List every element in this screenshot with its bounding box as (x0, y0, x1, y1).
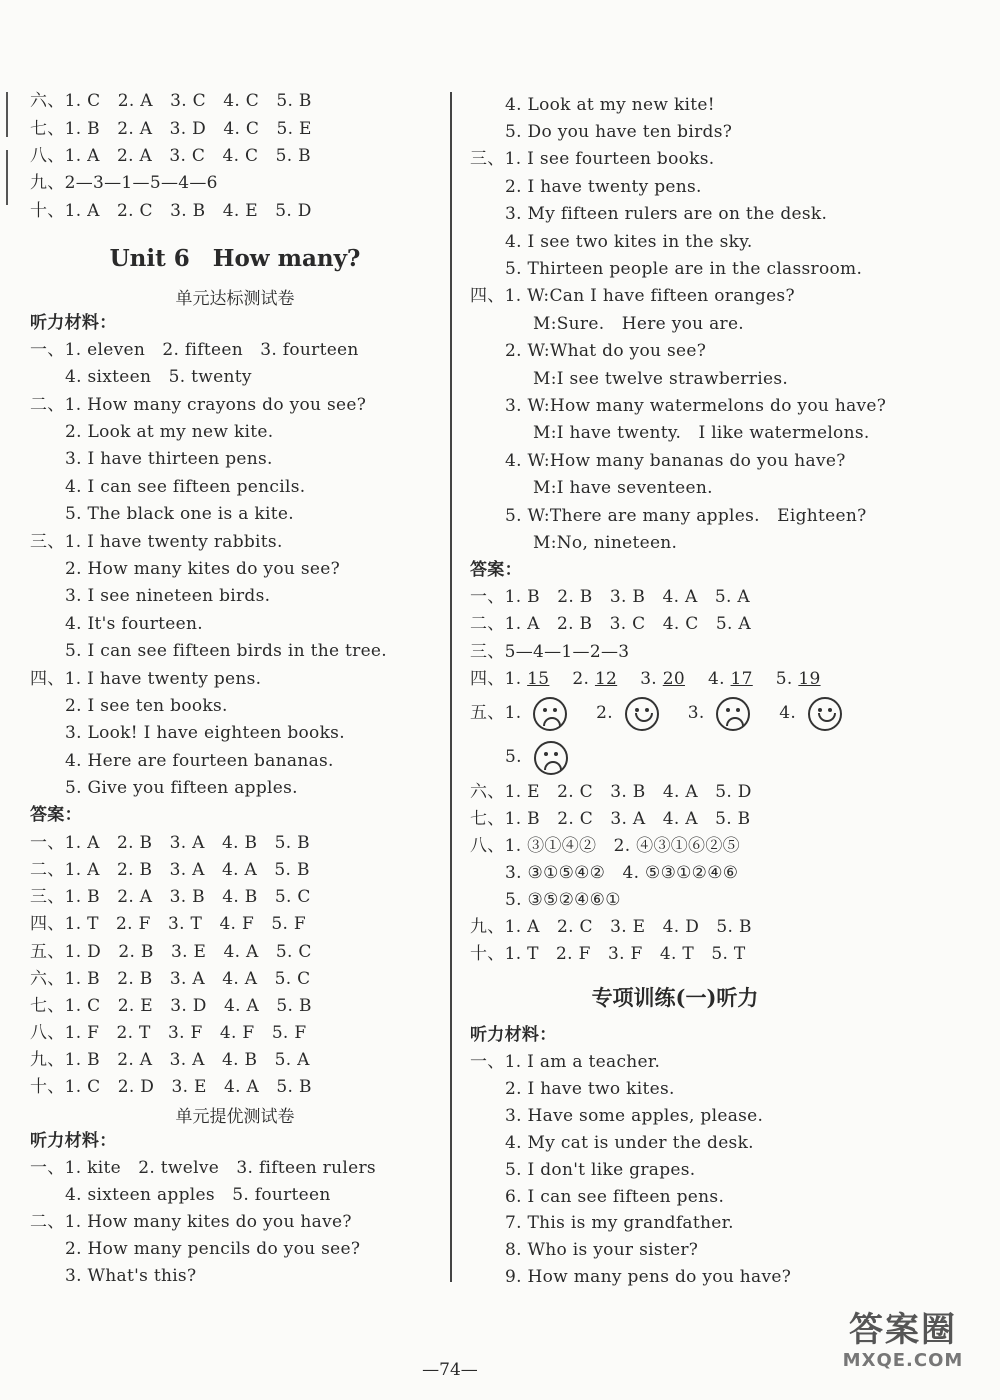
item-number: 2. (596, 703, 613, 723)
written-number: 15 (527, 669, 550, 689)
item-number: 3. (687, 703, 705, 723)
sad-face-icon (533, 697, 567, 731)
dialogue-line: 四、1. W:Can I have fifteen oranges? (470, 286, 795, 306)
listening-line: 4. I can see fifteen pencils. (65, 477, 306, 497)
listening-label: 听力材料： (470, 1025, 557, 1045)
dialogue-line: M:I see twelve strawberries. (533, 369, 789, 389)
face-answer-line (470, 740, 574, 775)
answer-line: 七、1. B 2. A 3. D 4. C 5. E (30, 119, 312, 139)
sad-face-icon (534, 741, 568, 775)
item-number: 4. (779, 703, 797, 723)
answer-line: 5. ③⑤②④⑥① (505, 890, 621, 910)
dialogue-line: M:I have twenty. I like watermelons. (533, 423, 870, 443)
answer-line: 六、1. C 2. A 3. C 4. C 5. B (30, 91, 312, 111)
listening-line: 2. I have twenty pens. (505, 177, 702, 197)
answers-label: 答案： (30, 805, 82, 825)
listening-label: 听力材料： (30, 1131, 117, 1151)
answer-line: 二、1. A 2. B 3. A 4. A 5. B (30, 860, 310, 880)
listening-line: 5. The black one is a kite. (65, 504, 294, 524)
listening-line: 2. How many pencils do you see? (65, 1239, 361, 1259)
section-prefix: 五、1. (470, 703, 522, 723)
listening-line: 5. I can see fifteen birds in the tree. (65, 641, 387, 661)
listening-line: 4. Here are fourteen bananas. (65, 751, 334, 771)
dialogue-line: 2. W:What do you see? (505, 341, 707, 361)
answer-line: 一、1. A 2. B 3. A 4. B 5. B (30, 833, 310, 853)
page-number: —74— (422, 1360, 478, 1380)
listening-line: 4. My cat is under the desk. (505, 1133, 754, 1153)
listening-line: 二、1. How many kites do you have? (30, 1212, 352, 1232)
answer-line: 六、1. B 2. B 3. A 4. A 5. C (30, 969, 311, 989)
answer-line: 四、1. T 2. F 3. T 4. F 5. F (30, 914, 306, 934)
item-number: 2. (572, 669, 590, 689)
dialogue-line: M:Sure. Here you are. (533, 314, 745, 334)
answer-line: 八、1. F 2. T 3. F 4. F 5. F (30, 1023, 307, 1043)
written-number: 19 (798, 669, 821, 689)
section-title: 单元提优测试卷 (175, 1107, 295, 1127)
answer-line: 一、1. B 2. B 3. B 4. A 5. A (470, 587, 750, 607)
listening-line: 3. Look! I have eighteen books. (65, 723, 345, 743)
watermark-logo (828, 1310, 978, 1382)
face-answer-line (470, 696, 848, 731)
answer-line: 九、1. A 2. C 3. E 4. D 5. B (470, 917, 752, 937)
answer-line: 九、1. B 2. A 3. A 4. B 5. A (30, 1050, 310, 1070)
column-divider (450, 92, 452, 1282)
listening-line: 6. I can see fifteen pens. (505, 1187, 725, 1207)
answer-line: 九、2—3—1—5—4—6 (30, 173, 218, 193)
answer-line: 二、1. A 2. B 3. C 4. C 5. A (470, 614, 751, 634)
section-prefix: 四、1. (470, 669, 522, 689)
listening-line: 2. I have two kites. (505, 1079, 675, 1099)
watermark-url: MXQE.COM (842, 1350, 964, 1371)
listening-line: 3. I have thirteen pens. (65, 449, 273, 469)
answer-line: 五、1. D 2. B 3. E 4. A 5. C (30, 942, 312, 962)
listening-line: 4. I see two kites in the sky. (505, 232, 753, 252)
answer-line: 八、1. ③①④② 2. ④③①⑥②⑤ (470, 836, 740, 856)
listening-line: 9. How many pens do you have? (505, 1267, 792, 1287)
listening-label: 听力材料： (30, 313, 117, 333)
listening-line: 一、1. eleven 2. fifteen 3. fourteen (30, 340, 359, 360)
listening-line: 一、1. kite 2. twelve 3. fifteen rulers (30, 1158, 376, 1178)
dialogue-line: M:I have seventeen. (533, 478, 713, 498)
listening-line: 3. I see nineteen birds. (65, 586, 271, 606)
item-number: 3. (640, 669, 658, 689)
happy-face-icon (808, 697, 842, 731)
listening-line: 5. Do you have ten birds? (505, 122, 733, 142)
number-answer-line (470, 668, 821, 690)
answers-label: 答案： (470, 560, 522, 580)
listening-line: 三、1. I have twenty rabbits. (30, 532, 283, 552)
happy-face-icon (625, 697, 659, 731)
written-number: 17 (730, 669, 753, 689)
listening-line: 4. sixteen 5. twenty (65, 367, 252, 387)
special-title: 专项训练(一)听力 (591, 985, 759, 1010)
unit-title: Unit 6 How many? (109, 245, 361, 272)
answer-line: 三、1. B 2. A 3. B 4. B 5. C (30, 887, 311, 907)
listening-line: 二、1. How many crayons do you see? (30, 395, 367, 415)
sad-face-icon (716, 697, 750, 731)
listening-line: 4. sixteen apples 5. fourteen (65, 1185, 331, 1205)
listening-line: 3. What's this? (65, 1266, 197, 1286)
item-number: 4. (707, 669, 725, 689)
listening-line: 三、1. I see fourteen books. (470, 149, 715, 169)
answer-line: 3. ③①⑤④② 4. ⑤③①②④⑥ (505, 863, 739, 883)
margin-mark (6, 92, 8, 137)
item-number: 5. (775, 669, 793, 689)
listening-line: 7. This is my grandfather. (505, 1213, 734, 1233)
listening-line: 5. Give you fifteen apples. (65, 778, 298, 798)
listening-line: 2. How many kites do you see? (65, 559, 340, 579)
listening-line: 2. I see ten books. (65, 696, 228, 716)
listening-line: 3. Have some apples, please. (505, 1106, 764, 1126)
item-number: 5. (505, 747, 522, 767)
listening-line: 5. Thirteen people are in the classroom. (505, 259, 863, 279)
answer-line: 十、1. C 2. D 3. E 4. A 5. B (30, 1077, 312, 1097)
section-title: 单元达标测试卷 (175, 289, 295, 309)
listening-line: 8. Who is your sister? (505, 1240, 699, 1260)
dialogue-line: M:No, nineteen. (533, 533, 678, 553)
answer-line: 七、1. C 2. E 3. D 4. A 5. B (30, 996, 312, 1016)
dialogue-line: 3. W:How many watermelons do you have? (505, 396, 887, 416)
listening-line: 四、1. I have twenty pens. (30, 669, 262, 689)
listening-line: 4. It's fourteen. (65, 614, 203, 634)
answer-line: 三、5—4—1—2—3 (470, 642, 630, 662)
answer-line: 十、1. T 2. F 3. F 4. T 5. T (470, 944, 746, 964)
answer-line: 六、1. E 2. C 3. B 4. A 5. D (470, 782, 752, 802)
dialogue-line: 4. W:How many bananas do you have? (505, 451, 846, 471)
written-number: 20 (662, 669, 685, 689)
listening-line: 一、1. I am a teacher. (470, 1052, 661, 1072)
listening-line: 2. Look at my new kite. (65, 422, 274, 442)
listening-line: 4. Look at my new kite! (505, 95, 715, 115)
watermark-text: 答案圈 (849, 1310, 957, 1350)
listening-line: 5. I don't like grapes. (505, 1160, 696, 1180)
answer-line: 七、1. B 2. C 3. A 4. A 5. B (470, 809, 751, 829)
written-number: 12 (594, 669, 618, 689)
margin-mark (6, 150, 8, 205)
answer-line: 十、1. A 2. C 3. B 4. E 5. D (30, 201, 312, 221)
listening-line: 3. My fifteen rulers are on the desk. (505, 204, 828, 224)
answer-line: 八、1. A 2. A 3. C 4. C 5. B (30, 146, 311, 166)
dialogue-line: 5. W:There are many apples. Eighteen? (505, 506, 867, 526)
